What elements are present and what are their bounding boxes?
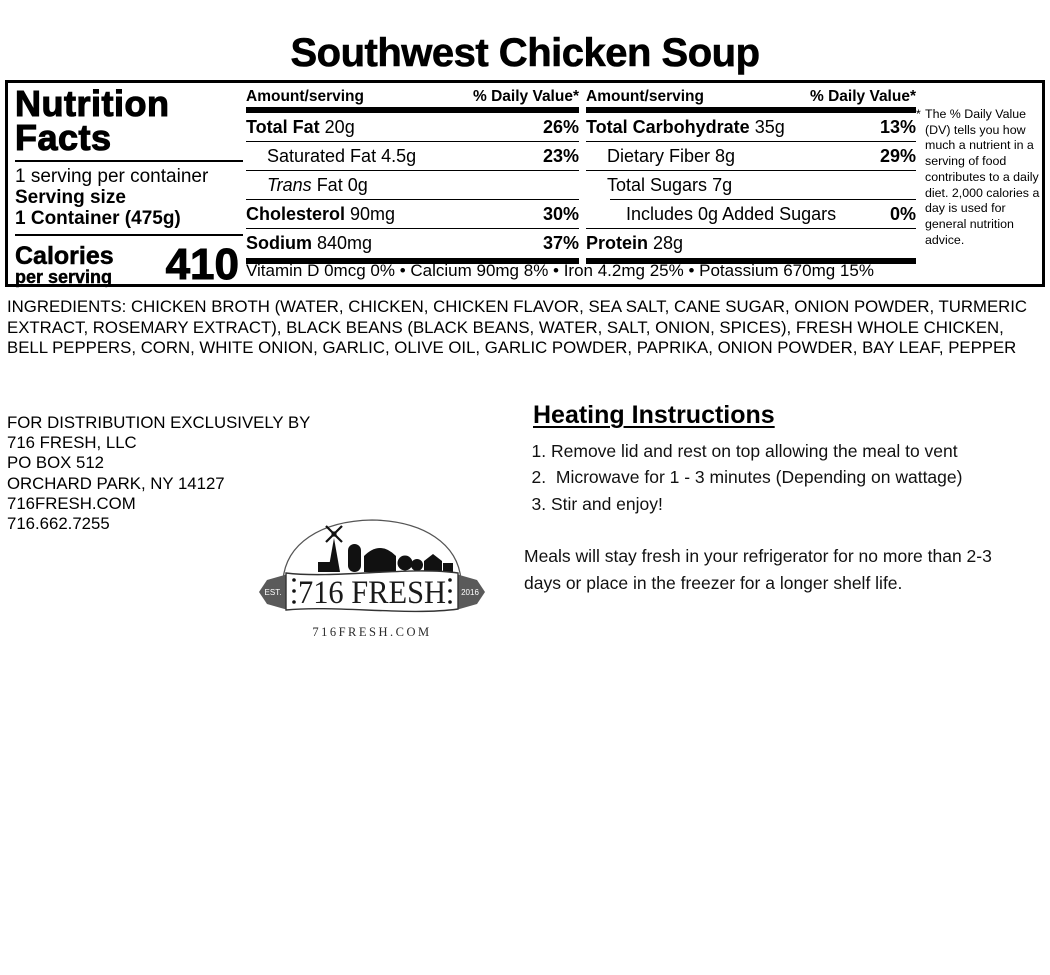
- nutrient-name: Dietary Fiber: [607, 145, 711, 166]
- nutrient-row-protein: [586, 229, 916, 258]
- nutrient-name: Saturated Fat: [267, 145, 377, 166]
- storage-note: Meals will stay fresh in your refrigerator for no more than 2-3 days or place in the freezer for a longer shelf life.: [524, 546, 992, 593]
- serving-size-value: 1 Container (475g): [15, 208, 181, 229]
- nutrient-amount: 28g: [653, 233, 684, 253]
- nutrition-facts-heading: [15, 83, 243, 158]
- serving-size-label: Serving size: [15, 187, 126, 208]
- nutrient-dv: 30%: [542, 203, 579, 224]
- nutrient-name: Includes 0g Added Sugars: [626, 203, 837, 224]
- nutrition-facts-heading-line2: Facts: [15, 117, 112, 158]
- nutrient-row-dietary-fiber: [586, 142, 916, 171]
- distributor-line: 716.662.7255: [7, 514, 110, 534]
- heating-step: 3. Stir and enjoy!: [551, 491, 1034, 518]
- heating-steps-list: [524, 438, 1034, 518]
- column-header: [246, 88, 579, 105]
- nutrient-name: Sodium: [246, 233, 312, 253]
- heating-instructions-section: [524, 402, 1034, 596]
- nutrient-row-total-sugars: [586, 171, 916, 200]
- divider: [15, 234, 243, 236]
- nutrient-amount: 8g: [715, 145, 736, 166]
- ingredients-paragraph: INGREDIENTS: CHICKEN BROTH (WATER, CHICKEN, CHICKEN FLAVOR, SEA SALT, CANE SUGAR, ONION POWDER, TURMERIC EXTRACT, ROSEMARY EXTRACT), BLACK BEANS (BLACK BEANS, WATER, SALT, ONION, SPICES), FRESH WHOLE CHICKEN, BELL PEPPERS, CORN, WHITE ONION, GARLIC, OLIVE OIL, GARLIC POWDER, PAPRIKA, ONION POWDER, BAY LEAF, PEPPER: [7, 297, 1028, 357]
- heating-step: 1. Remove lid and rest on top allowing the meal to vent: [551, 438, 1034, 465]
- calories-row: [15, 240, 243, 290]
- nutrient-row-cholesterol: [246, 200, 579, 229]
- nutrient-amount: 90mg: [350, 203, 396, 224]
- nutrition-facts-left-column: [15, 83, 243, 290]
- vitamins-minerals-line: Vitamin D 0mcg 0% • Calcium 90mg 8% • Iron 4.2mg 25% • Potassium 670mg 15%: [246, 261, 874, 280]
- nutrient-dv: 23%: [542, 145, 579, 166]
- nutrient-name-italic: Trans: [267, 174, 312, 195]
- nutrient-column-1: [246, 88, 579, 264]
- nutrition-facts-panel: [5, 80, 1045, 287]
- logo-url: 716FRESH.COM: [312, 625, 432, 639]
- product-title: Southwest Chicken Soup: [290, 31, 760, 75]
- distributor-line: ORCHARD PARK, NY 14127: [7, 473, 225, 493]
- nutrient-name: Protein: [586, 233, 649, 253]
- calories-sublabel: per serving: [15, 266, 113, 287]
- distributor-line: 716FRESH.COM: [7, 493, 136, 513]
- farm-silhouette: [318, 526, 453, 572]
- nutrient-dv: 37%: [542, 233, 579, 253]
- footnote-text: The % Daily Value (DV) tells you how much a nutrient in a serving of food contributes to a daily diet. 2,000 calories a day is used for general nutrition advice.: [925, 107, 1040, 247]
- heating-instructions-heading: Heating Instructions: [533, 401, 775, 429]
- nutrient-row-saturated-fat: [246, 142, 579, 171]
- nutrient-row-added-sugars: [586, 200, 916, 229]
- nutrient-dv: 29%: [879, 145, 916, 166]
- nutrient-column-2: [586, 88, 916, 264]
- servings-per-container: 1 serving per container: [15, 166, 209, 187]
- nutrient-row-total-fat: [246, 113, 579, 142]
- nutrient-amount: 7g: [712, 175, 733, 195]
- nutrient-name: Total Fat: [246, 116, 320, 137]
- nutrition-facts-heading-line1: Nutrition: [15, 83, 170, 124]
- nutrient-row-trans-fat: [246, 171, 579, 200]
- nutrient-name: Fat: [316, 174, 343, 195]
- footnote-asterisk: *: [916, 107, 921, 121]
- calories-label: Calories: [15, 241, 114, 270]
- nutrient-row-sodium: [246, 229, 579, 258]
- distributor-line: PO BOX 512: [7, 453, 105, 473]
- nutrient-amount: 0g: [347, 174, 368, 195]
- nutrient-dv: 13%: [879, 116, 916, 137]
- year-label: 2016: [461, 588, 479, 597]
- distributor-line: FOR DISTRIBUTION EXCLUSIVELY BY: [7, 413, 311, 432]
- distributor-line: 716 FRESH, LLC: [7, 433, 137, 453]
- nutrient-name: Total Carbohydrate: [586, 116, 750, 137]
- calories-value: 410: [165, 240, 239, 289]
- nutrient-amount: 840mg: [317, 233, 373, 253]
- nutrient-dv: 26%: [542, 116, 579, 137]
- calories-labels: [15, 241, 114, 287]
- daily-value-header: % Daily Value*: [810, 88, 916, 105]
- column-header: [586, 88, 916, 105]
- nutrient-amount: 4.5g: [381, 145, 417, 166]
- nutrient-dv: 0%: [889, 203, 916, 224]
- est-label: EST.: [264, 588, 282, 597]
- nutrient-amount: 20g: [324, 116, 355, 137]
- nutrient-name: Total Sugars: [607, 175, 708, 195]
- 716-fresh-logo: [256, 510, 488, 648]
- divider: [15, 160, 243, 162]
- nutrient-row-total-carbohydrate: [586, 113, 916, 142]
- daily-value-header: % Daily Value*: [473, 88, 579, 105]
- nutrient-name: Cholesterol: [246, 203, 346, 224]
- brand-name: 716 FRESH: [298, 575, 446, 611]
- amount-per-serving-header: Amount/serving: [246, 88, 364, 105]
- nutrient-amount: 35g: [754, 116, 785, 137]
- daily-value-footnote: [916, 107, 1042, 248]
- heating-step: 2. Microwave for 1 - 3 minutes (Depending on wattage): [551, 464, 1034, 491]
- amount-per-serving-header: Amount/serving: [586, 88, 704, 105]
